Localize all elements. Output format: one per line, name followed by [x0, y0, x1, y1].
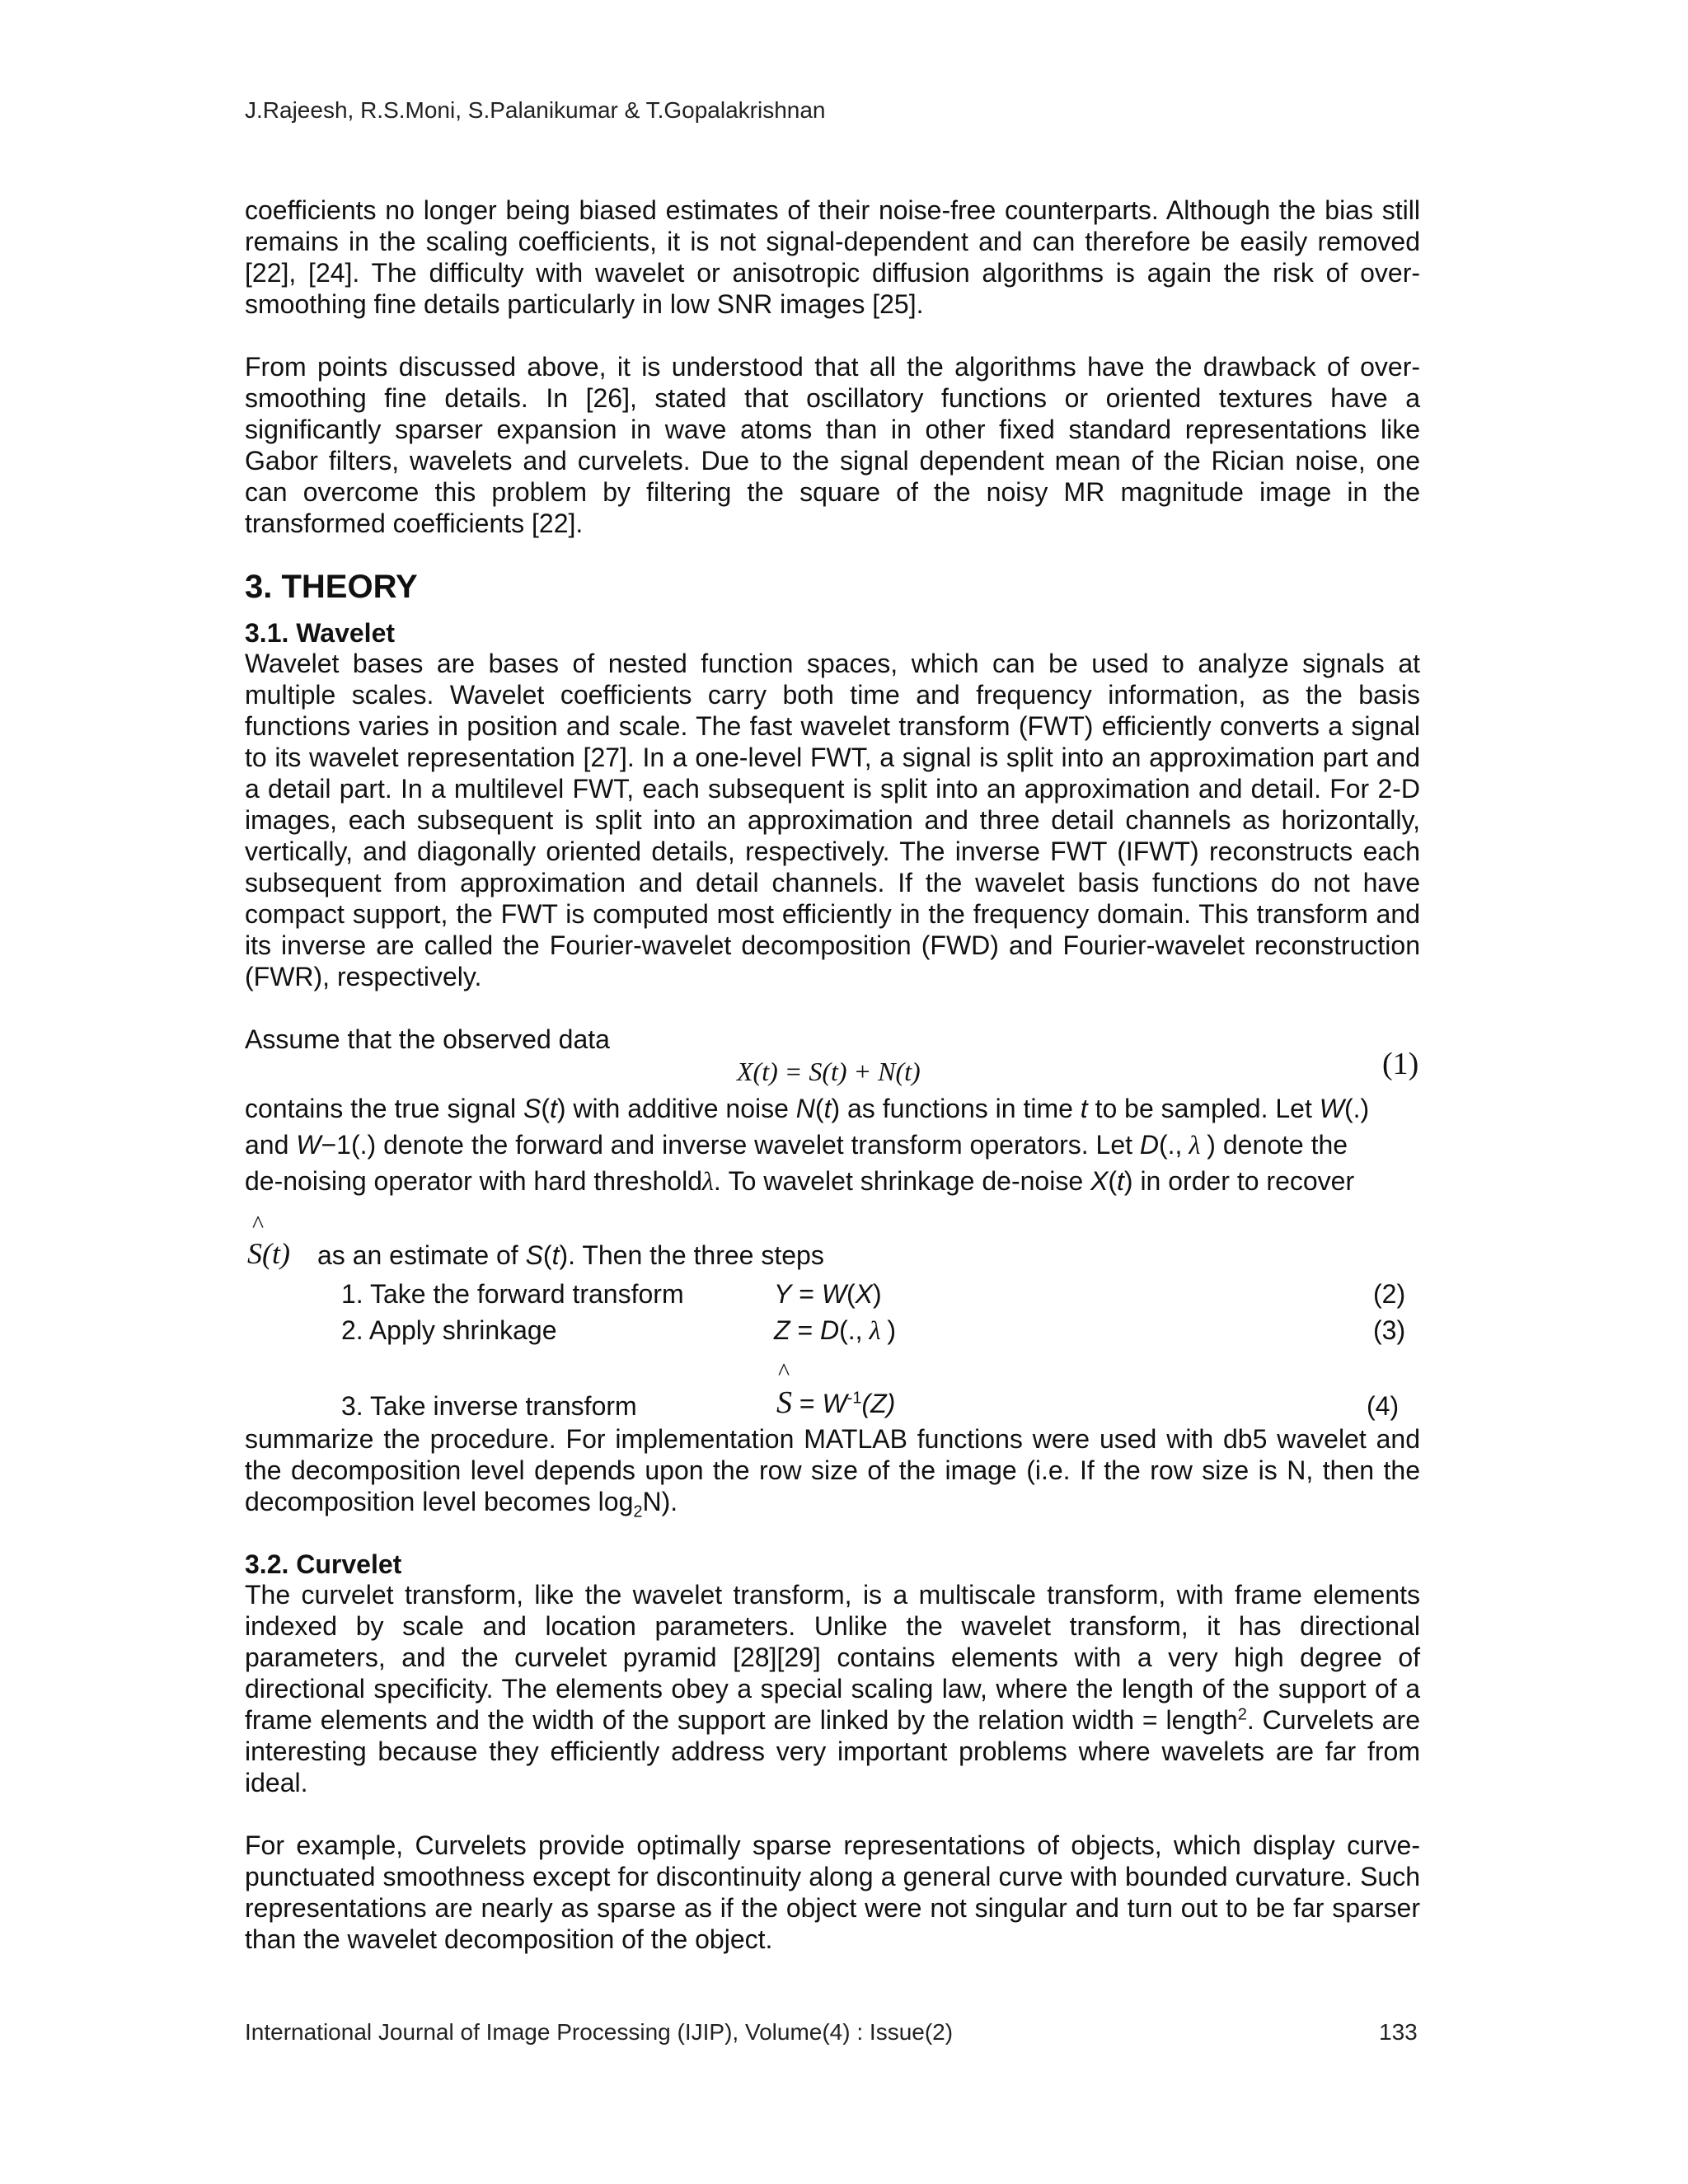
paragraph-summary	[245, 1423, 1420, 1521]
paragraph-curvelet	[245, 1579, 1420, 1798]
step-1-equation: Y = W(X)	[774, 1279, 882, 1309]
footer-journal: International Journal of Image Processing (IJIP), Volume(4) : Issue(2)	[245, 2019, 954, 2045]
equation-1-number: (1)	[1382, 1047, 1419, 1081]
paragraph-example	[245, 1830, 1420, 1955]
section-heading-wavelet: 3.1. Wavelet	[245, 618, 396, 648]
contains-line-2: and W−1(.) denote the forward and inverse wavelet transform operators. Let D(., λ ) denote the	[245, 1130, 1348, 1160]
step-3-label: 3. Take inverse transform	[341, 1391, 637, 1421]
running-head-authors: J.Rajeesh, R.S.Moni, S.Palanikumar & T.Gopalakrishnan	[245, 97, 826, 123]
step-1-label: 1. Take the forward transform	[341, 1279, 684, 1309]
s-hat-symbol: S(t)	[247, 1237, 290, 1270]
step-2-equation: Z = D(., λ )	[774, 1315, 897, 1345]
equation-1: X(t) = S(t) + N(t)	[737, 1057, 921, 1086]
footer-page-number: 133	[1379, 2019, 1418, 2045]
paragraph-curvelet-text: The curvelet transform, like the wavelet transform, is a multiscale transform, with frame elements indexed by scale and location parameters. Unlike the wavelet transform, it has directional parameters, and the curvelet pyramid [28][29] contains elements with a very high degree of directional specificity. The elements obey a special scaling law, where the length of the support of a frame elements and the width of the support are linked by the relation width = length$^2$. Curvelets are interesting because they efficiently address very important problems where wavelets are far from ideal.	[245, 1580, 1421, 1797]
paragraph-summary-text: summarize the procedure. For implementation MATLAB functions were used with db5 wavelet and the decomposition level depends upon the row size of the image (i.e. If the row size is N, then the decomposition level becomes $\log_2N$).	[245, 1424, 1420, 1521]
assume-text: Assume that the observed data	[245, 1024, 610, 1054]
step-3-number: (4)	[1367, 1391, 1400, 1421]
paragraph-bias-text: coefficients no longer being biased estimates of their noise-free counterparts. Although the bias still remains in the scaling coefficients, it is not signal-dependent and can therefore be easily removed [22], [24]. The difficulty with wavelet or anisotropic diffusion algorithms is again the risk of over-smoothing fine details particularly in low SNR images [25].	[245, 195, 1420, 319]
contains-line-1: contains the true signal S(t) with additive noise N(t) as functions in time t to be sampled. Let W(.)	[245, 1094, 1370, 1123]
paragraph-oversmoothing-text: From points discussed above, it is understood that all the algorithms have the drawback of over-smoothing fine details. In [26], stated that oscillatory functions or oriented textures have a significantly sparser expansion in wave atoms than in other fixed standard representations like Gabor filters, wavelets and curvelets. Due to the signal dependent mean of the Rician noise, one can overcome this problem by filtering the square of the noisy MR magnitude image in the transformed coefficients [22].	[245, 352, 1420, 538]
estimate-text: as an estimate of S(t). Then the three steps	[317, 1240, 824, 1270]
paragraph-example-text: For example, Curvelets provide optimally sparse representations of objects, which display curve-punctuated smoothness except for discontinuity along a general curve with bounded curvature. Such representations are nearly as sparse as if the object were not singular and turn out to be far sparser than the wavelet decomposition of the object.	[245, 1830, 1420, 1954]
step-2-label: 2. Apply shrinkage	[341, 1315, 557, 1345]
hat-symbol: ^	[252, 1211, 265, 1238]
step-2-number: (3)	[1373, 1315, 1406, 1345]
paragraph-wavelet-text: Wavelet bases are bases of nested function spaces, which can be used to analyze signals at multiple scales. Wavelet coefficients carry both time and frequency information, as the basis functions varies in position and scale. The fast wavelet transform (FWT) efficiently converts a signal to its wavelet representation [27]. In a one-level FWT, a signal is split into an approximation part and a detail part. In a multilevel FWT, each subsequent is split into an approximation and detail. For 2-D images, each subsequent is split into an approximation and three detail channels as horizontally, vertically, and diagonally oriented details, respectively. The inverse FWT (IFWT) reconstructs each subsequent from approximation and detail channels. If the wavelet basis functions do not have compact support, the FWT is computed most efficiently in the frequency domain. This transform and its inverse are called the Fourier-wavelet decomposition (FWD) and Fourier-wavelet reconstruction (FWR), respectively.	[245, 649, 1420, 991]
paragraph-bias	[245, 194, 1420, 320]
step-1-number: (2)	[1373, 1279, 1406, 1309]
contains-line-3: de-noising operator with hard thresholdλ. To wavelet shrinkage de-noise X(t) in order to recover	[245, 1166, 1355, 1196]
section-heading-curvelet: 3.2. Curvelet	[245, 1549, 402, 1579]
step-3-hat-symbol: ^	[778, 1358, 790, 1385]
section-heading-theory: 3. THEORY	[245, 569, 418, 605]
paragraph-contains	[245, 1090, 1420, 1199]
paragraph-oversmoothing	[245, 351, 1420, 539]
paragraph-wavelet	[245, 648, 1420, 992]
step-3-equation: $S = W^{-1}(Z)$	[776, 1385, 896, 1420]
